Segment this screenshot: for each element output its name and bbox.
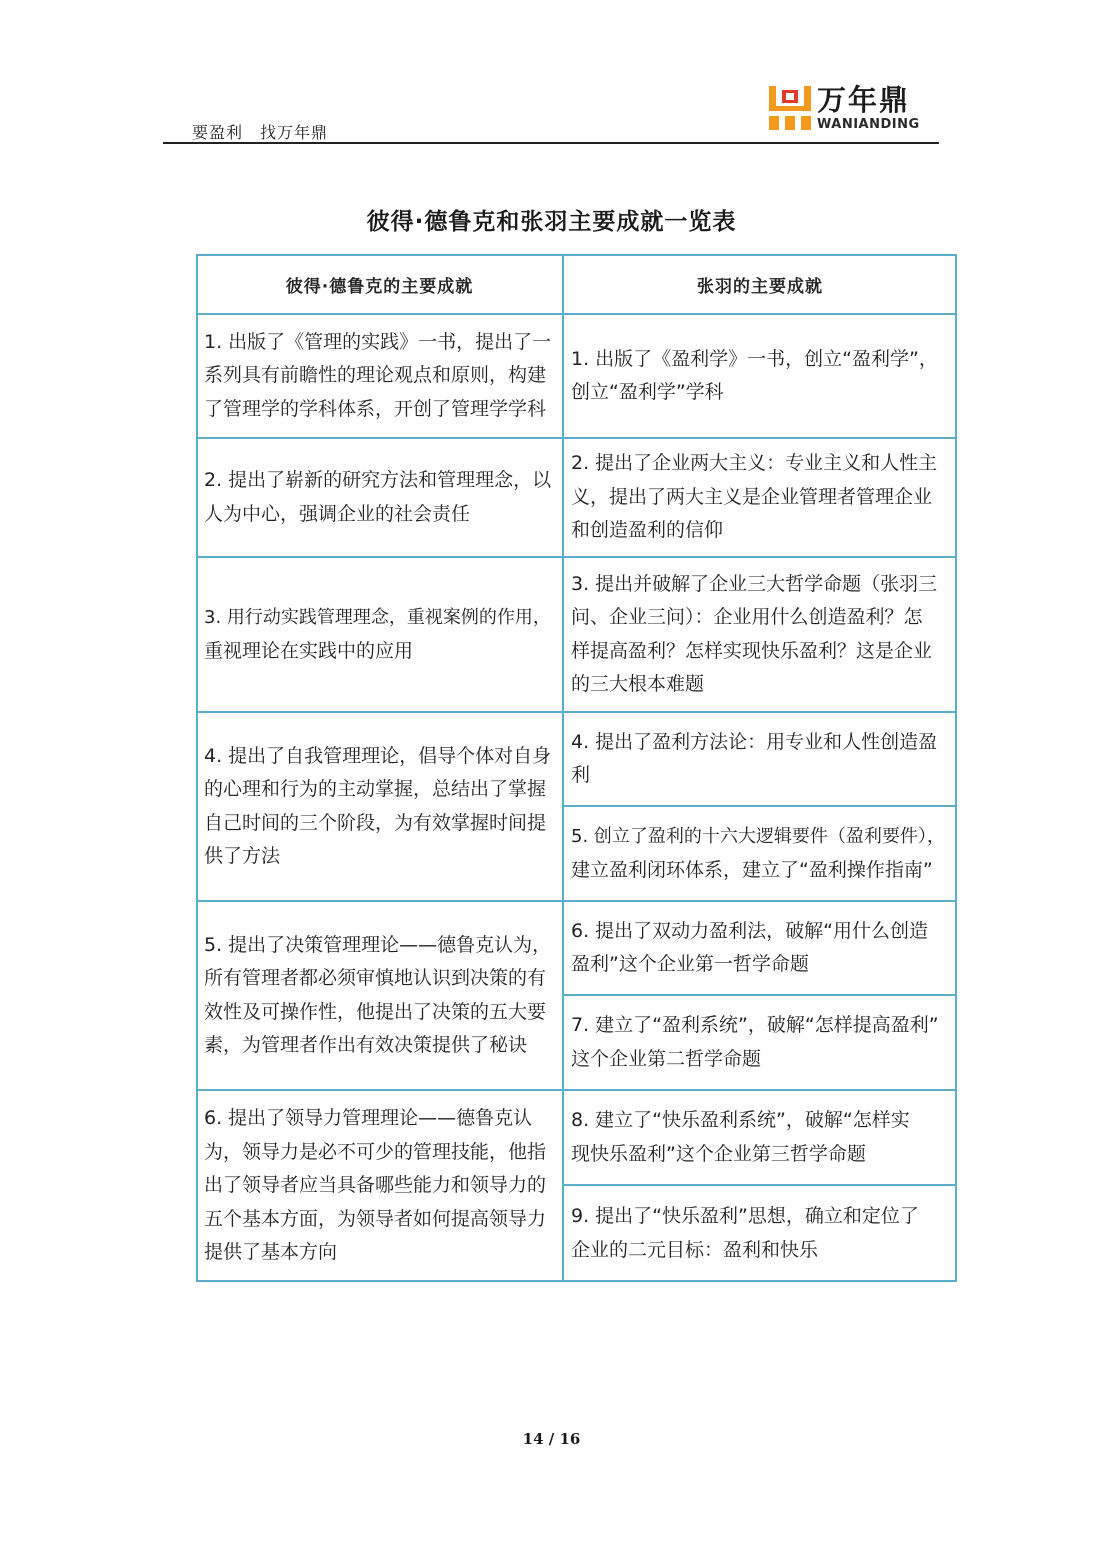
cell-line: 这个企业第二哲学命题 <box>571 1047 762 1070</box>
cell-line: 2. 提出了崭新的研究方法和管理理念，以 <box>204 469 552 491</box>
cell-line: 系列具有前瞻性的理论观点和原则，构建 <box>204 364 547 387</box>
cell-line: 供了方法 <box>204 845 281 867</box>
header-label: 张羽的主要成就 <box>697 276 823 297</box>
cell-line: 1. 出版了《盈利学》一书，创立“盈利学”， <box>571 347 938 370</box>
cell-line: 样提高盈利？怎样实现快乐盈利？这是企业 <box>571 639 933 662</box>
cell-line: 所有管理者都必须审慎地认识到决策的有 <box>204 967 547 989</box>
cell-line: 3. 提出并破解了企业三大哲学命题（张羽三 <box>571 572 938 595</box>
drucker-achievement-4 <box>196 712 563 901</box>
cell-line: 3. 用行动实践管理理念，重视案例的作用， <box>204 607 551 628</box>
zhangyu-achievement-3 <box>563 557 957 712</box>
page-number: 14 / 16 <box>522 1430 581 1448</box>
cell-line: 8. 建立了“快乐盈利系统”，破解“怎样实 <box>571 1109 910 1131</box>
zhangyu-achievement-4 <box>563 712 957 806</box>
logo-mark-icon <box>768 84 812 132</box>
cell-line: 9. 提出了“快乐盈利”思想，确立和定位了 <box>571 1205 919 1227</box>
drucker-achievement-5 <box>196 901 563 1090</box>
zhangyu-achievement-1 <box>563 314 957 438</box>
cell-line: 5. 创立了盈利的十六大逻辑要件（盈利要件）， <box>571 826 945 847</box>
cell-line: 问、企业三问）：企业用什么创造盈利？怎 <box>571 606 923 628</box>
cell-line: 7. 建立了“盈利系统”，破解“怎样提高盈利” <box>571 1014 939 1036</box>
cell-line: 5. 提出了决策管理理论——德鲁克认为， <box>204 933 552 956</box>
cell-line: 素，为管理者作出有效决策提供了秘诀 <box>204 1034 528 1056</box>
cell-line: 4. 提出了自我管理理论，倡导个体对自身 <box>204 744 552 767</box>
header-divider <box>163 142 939 144</box>
zhangyu-achievement-2 <box>563 438 957 557</box>
cell-line: 了管理学的学科体系，开创了管理学学科 <box>204 397 547 420</box>
cell-line: 提供了基本方向 <box>204 1241 338 1264</box>
cell-line: 自己时间的三个阶段，为有效掌握时间提 <box>204 811 547 834</box>
logo-english-text: WANIANDING <box>817 117 920 132</box>
zhangyu-achievement-6 <box>563 901 957 995</box>
drucker-achievement-1 <box>196 314 563 438</box>
cell-line: 企业的二元目标：盈利和快乐 <box>571 1238 819 1261</box>
table-title: 彼得·德鲁克和张羽主要成就一览表 <box>366 209 737 235</box>
cell-line: 6. 提出了双动力盈利法，破解“用什么创造 <box>571 919 929 942</box>
drucker-achievement-2 <box>196 438 563 557</box>
header-cell-drucker <box>196 254 563 314</box>
cell-line: 为，领导力是必不可少的管理技能，他指 <box>204 1140 547 1163</box>
header-slogan: 要盈利 找万年鼎 <box>192 123 329 142</box>
cell-line: 的心理和行为的主动掌握，总结出了掌握 <box>204 778 547 800</box>
cell-line: 五个基本方面，为领导者如何提高领导力 <box>204 1207 547 1230</box>
drucker-achievement-6 <box>196 1090 563 1282</box>
cell-line: 现快乐盈利”这个企业第三哲学命题 <box>571 1142 866 1165</box>
cell-line: 义，提出了两大主义是企业管理者管理企业 <box>571 485 933 508</box>
cell-line: 建立盈利闭环体系，建立了“盈利操作指南” <box>571 858 933 881</box>
header-label: 彼得·德鲁克的主要成就 <box>285 276 474 297</box>
zhangyu-achievement-9 <box>563 1185 957 1282</box>
cell-line: 6. 提出了领导力管理理论——德鲁克认 <box>204 1107 533 1130</box>
cell-line: 创立“盈利学”学科 <box>571 381 724 403</box>
achievements-table <box>196 254 957 1282</box>
cell-line: 和创造盈利的信仰 <box>571 519 724 542</box>
cell-line: 利 <box>571 764 591 786</box>
header-cell-zhangyu <box>563 254 957 314</box>
cell-line: 效性及可操作性，他提出了决策的五大要 <box>204 1000 547 1023</box>
logo-chinese-text: 万年鼎 <box>817 83 911 117</box>
wanianding-logo <box>768 84 918 134</box>
zhangyu-achievement-8 <box>563 1090 957 1185</box>
cell-line: 盈利”这个企业第一哲学命题 <box>571 953 809 975</box>
zhangyu-achievement-5 <box>563 806 957 901</box>
cell-line: 4. 提出了盈利方法论：用专业和人性创造盈 <box>571 730 938 753</box>
cell-line: 2. 提出了企业两大主义：专业主义和人性主 <box>571 452 938 475</box>
cell-line: 的三大根本难题 <box>571 673 705 695</box>
cell-line: 重视理论在实践中的应用 <box>204 639 414 662</box>
cell-line: 人为中心，强调企业的社会责任 <box>204 502 471 525</box>
cell-line: 1. 出版了《管理的实践》一书，提出了一 <box>204 330 552 353</box>
cell-line: 出了领导者应当具备哪些能力和领导力的 <box>204 1174 547 1197</box>
zhangyu-achievement-7 <box>563 995 957 1090</box>
drucker-achievement-3 <box>196 557 563 712</box>
